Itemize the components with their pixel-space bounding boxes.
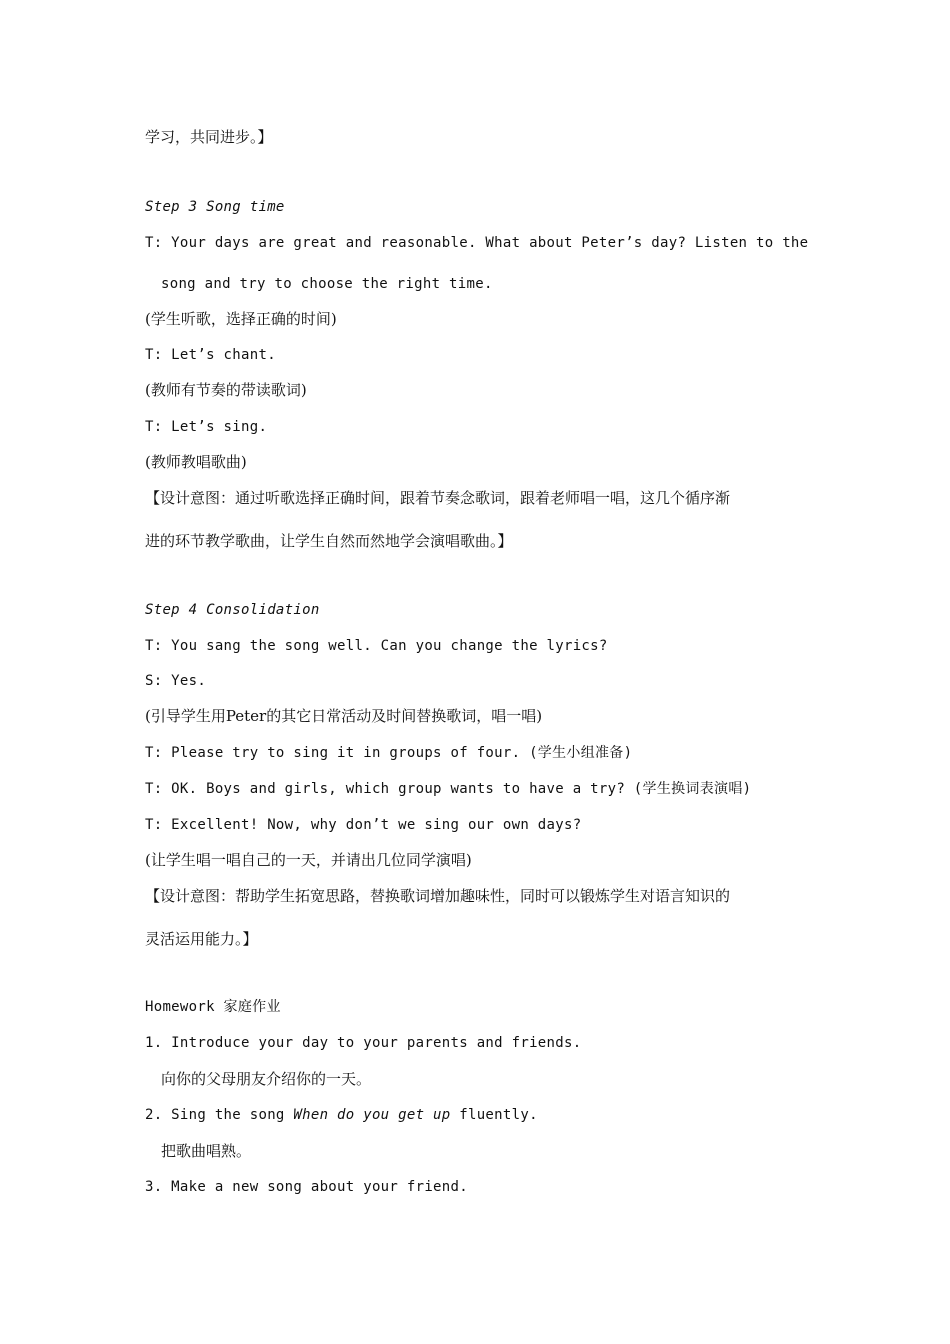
step3-intent-line-1: 【设计意图：通过听歌选择正确时间，跟着节奏念歌词，跟着老师唱一唱，这几个循序渐	[145, 489, 731, 507]
homework-item-2-suffix: fluently.	[450, 1107, 538, 1123]
step3-intent-line-2: 进的环节教学歌曲，让学生自然而然地学会演唱歌曲。】	[145, 532, 513, 550]
step3-note-3: (教师教唱歌曲)	[145, 453, 247, 471]
step4-heading: Step 4 Consolidation	[145, 602, 320, 618]
step4-note-2: (让学生唱一唱自己的一天，并请出几位同学演唱)	[145, 851, 472, 869]
homework-item-3: 3. Make a new song about your friend.	[145, 1179, 468, 1195]
step4-teacher-line-3: T: OK. Boys and girls, which group wants to have a try? (学生换词表演唱)	[145, 781, 752, 797]
step4-teacher-line-1: T: You sang the song well. Can you change the lyrics?	[145, 638, 608, 654]
step4-teacher-line-2: T: Please try to sing it in groups of four. (学生小组准备)	[145, 745, 633, 761]
step4-intent-line-1: 【设计意图：帮助学生拓宽思路，替换歌词增加趣味性，同时可以锻炼学生对语言知识的	[145, 887, 731, 905]
homework-heading: Homework 家庭作业	[145, 999, 281, 1015]
homework-item-2-prefix: 2. Sing the song	[145, 1107, 294, 1123]
step4-teacher-line-4: T: Excellent! Now, why don’t we sing our own days?	[145, 817, 582, 833]
step4-student-line-1: S: Yes.	[145, 673, 207, 689]
step3-teacher-line-3: T: Let’s sing.	[145, 419, 268, 435]
homework-item-1-translation: 向你的父母朋友介绍你的一天。	[161, 1070, 372, 1088]
step3-teacher-line-1-cont: song and try to choose the right time.	[161, 276, 493, 292]
song-title: When do you get up	[293, 1107, 451, 1123]
step3-teacher-line-1: T: Your days are great and reasonable. What about Peter’s day? Listen to the	[145, 235, 809, 251]
step3-note-2: (教师有节奏的带读歌词)	[145, 381, 307, 399]
step4-intent-line-2: 灵活运用能力。】	[145, 930, 258, 948]
homework-item-2	[145, 1105, 538, 1125]
homework-item-2-translation: 把歌曲唱熟。	[161, 1142, 252, 1160]
homework-item-1: 1. Introduce your day to your parents and friends.	[145, 1035, 582, 1051]
step3-heading: Step 3 Song time	[145, 199, 285, 215]
intro-closing-text: 学习，共同进步。】	[145, 128, 273, 146]
step4-note-1: (引导学生用Peter的其它日常活动及时间替换歌词，唱一唱)	[145, 707, 543, 725]
step3-teacher-line-2: T: Let’s chant.	[145, 347, 276, 363]
step3-note-1: (学生听歌，选择正确的时间)	[145, 310, 337, 328]
